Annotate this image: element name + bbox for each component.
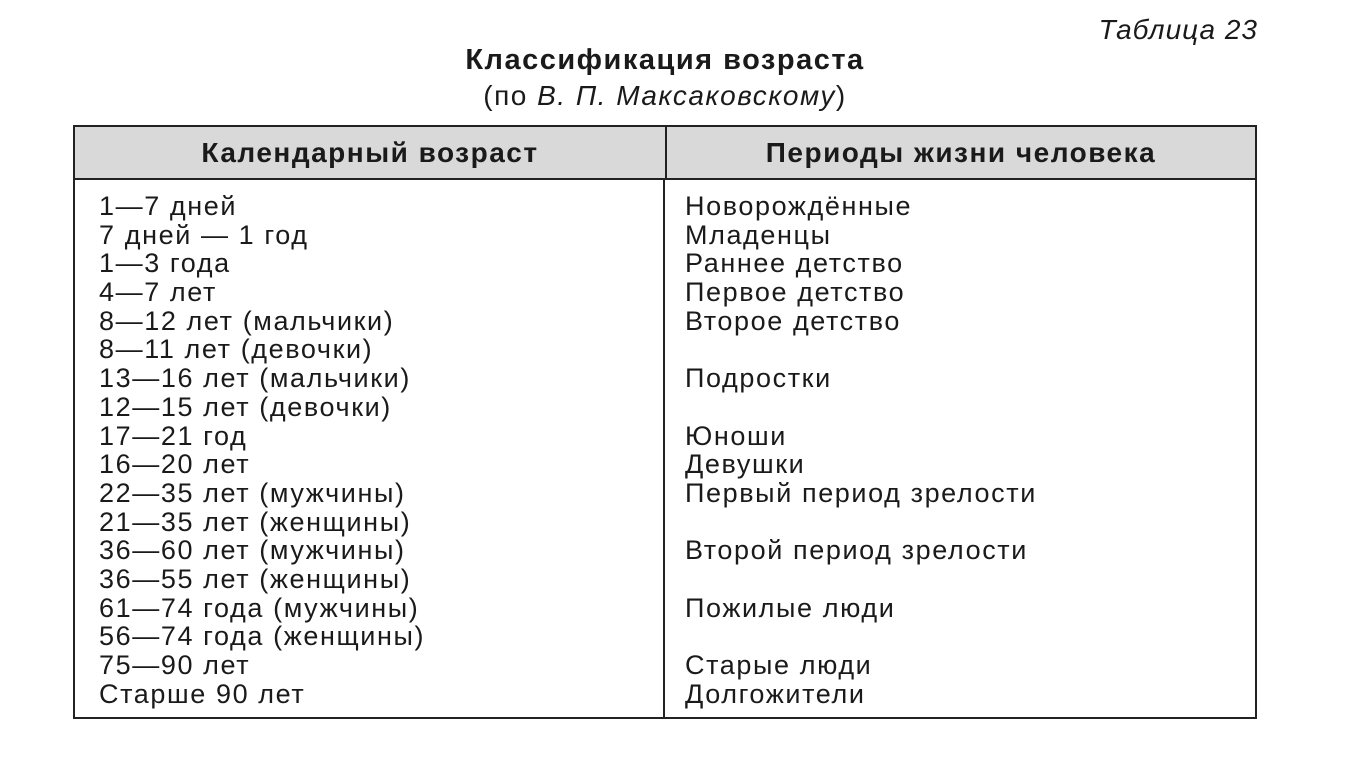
period-cell: Старые люди — [685, 650, 873, 680]
age-cell: 13—16 лет (мальчики) — [99, 363, 411, 394]
age-cell: 7 дней — 1 год — [99, 219, 309, 250]
age-cell: 22—35 лет (мужчины) — [99, 477, 406, 508]
age-cell: 56—74 года (женщины) — [99, 621, 426, 652]
age-cell: 36—55 лет (женщины) — [99, 563, 412, 594]
age-cell: 75—90 лет — [99, 650, 251, 680]
period-cell: Пожилые люди — [685, 592, 896, 623]
period-cell — [685, 622, 1255, 651]
age-cell: 8—12 лет (мальчики) — [99, 305, 395, 336]
age-cell: 17—21 год — [99, 420, 248, 451]
subtitle-suffix: ) — [835, 80, 847, 111]
period-cell: Раннее детство — [685, 248, 904, 279]
age-classification-table — [73, 125, 1257, 719]
age-cell: 16—20 лет — [99, 449, 251, 480]
table-subtitle — [0, 80, 1330, 112]
table-title: Классификация возраста — [465, 44, 865, 76]
period-cell — [685, 508, 1255, 537]
period-cell: Юноши — [685, 420, 787, 451]
age-cell: 1—7 дней — [99, 191, 238, 221]
period-column — [665, 180, 1255, 717]
table-header-row — [75, 127, 1255, 180]
period-cell: Подростки — [685, 363, 832, 394]
age-cell: 21—35 лет (женщины) — [99, 506, 412, 537]
subtitle-prefix: (по — [483, 80, 538, 111]
age-cell: 61—74 года (мужчины) — [99, 592, 420, 623]
period-cell — [685, 335, 1255, 364]
age-column — [75, 180, 665, 717]
period-cell: Девушки — [685, 449, 806, 480]
subtitle-author: В. П. Максаковскому — [537, 80, 836, 111]
period-cell: Второй период зрелости — [685, 535, 1028, 566]
age-cell: Старше 90 лет — [99, 678, 306, 709]
table-number: Таблица 23 — [1098, 14, 1258, 45]
period-cell: Новорождённые — [685, 191, 913, 221]
age-cell: 12—15 лет (девочки) — [99, 391, 392, 422]
age-cell: 36—60 лет (мужчины) — [99, 535, 406, 566]
period-cell — [685, 393, 1255, 422]
age-cell: 4—7 лет — [99, 277, 217, 308]
period-cell: Первый период зрелости — [685, 477, 1037, 508]
period-cell — [685, 565, 1255, 594]
header-life-periods: Периоды жизни человека — [765, 136, 1157, 168]
period-cell: Младенцы — [685, 219, 832, 250]
table-body — [75, 180, 1255, 717]
header-calendar-age: Календарный возраст — [75, 127, 667, 178]
age-cell: 1—3 года — [99, 248, 231, 279]
period-cell: Второе детство — [685, 305, 902, 336]
period-cell: Первое детство — [685, 277, 906, 308]
age-cell: 8—11 лет (девочки) — [99, 334, 374, 365]
period-cell: Долгожители — [685, 678, 866, 709]
